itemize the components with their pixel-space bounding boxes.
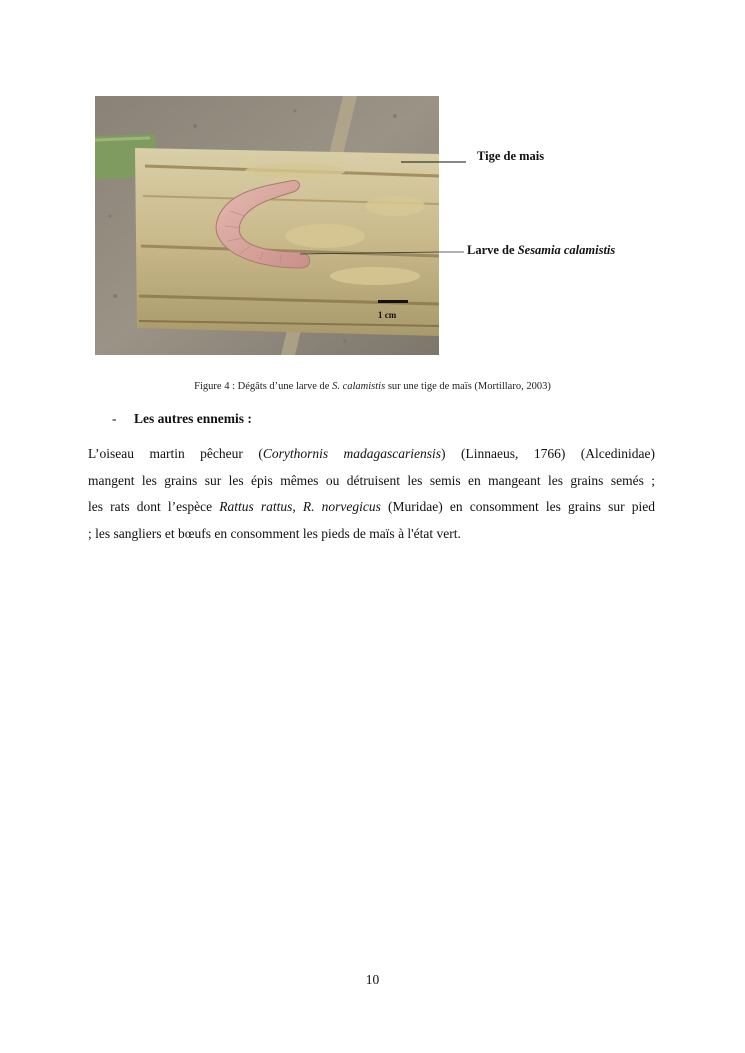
figure-caption: Figure 4 : Dégâts d’une larve de S. calamistis sur une tige de maïs (Mortillaro, 2003): [194, 381, 551, 392]
paragraph-line: L’oiseau martin pêcheur (Corythornis madagascariensis) (Linnaeus, 1766) (Alcedinidae): [88, 446, 655, 461]
paragraph-line: mangent les grains sur les épis mêmes ou détruisent les semis en mangeant les grains semés ;: [88, 472, 655, 488]
callout-lines: [439, 150, 469, 260]
bullet-dash: -: [112, 411, 117, 426]
body-paragraph: [88, 441, 655, 547]
section-heading: [112, 411, 252, 427]
paragraph-line: ; les sangliers et bœufs en consomment les pieds de maïs à l'état vert.: [88, 525, 461, 541]
section-title: Les autres ennemis :: [134, 411, 252, 426]
callout-larva-label: Larve de Sesamia calamistis: [467, 243, 616, 257]
scale-bar-label: 1 cm: [378, 310, 397, 320]
page-number: 10: [365, 972, 380, 987]
paragraph-line: les rats dont l’espèce Rattus rattus, R. norvegicus (Muridae) en consomment les grains sur pied: [88, 499, 656, 514]
callout-stem-label: Tige de mais: [477, 149, 545, 163]
